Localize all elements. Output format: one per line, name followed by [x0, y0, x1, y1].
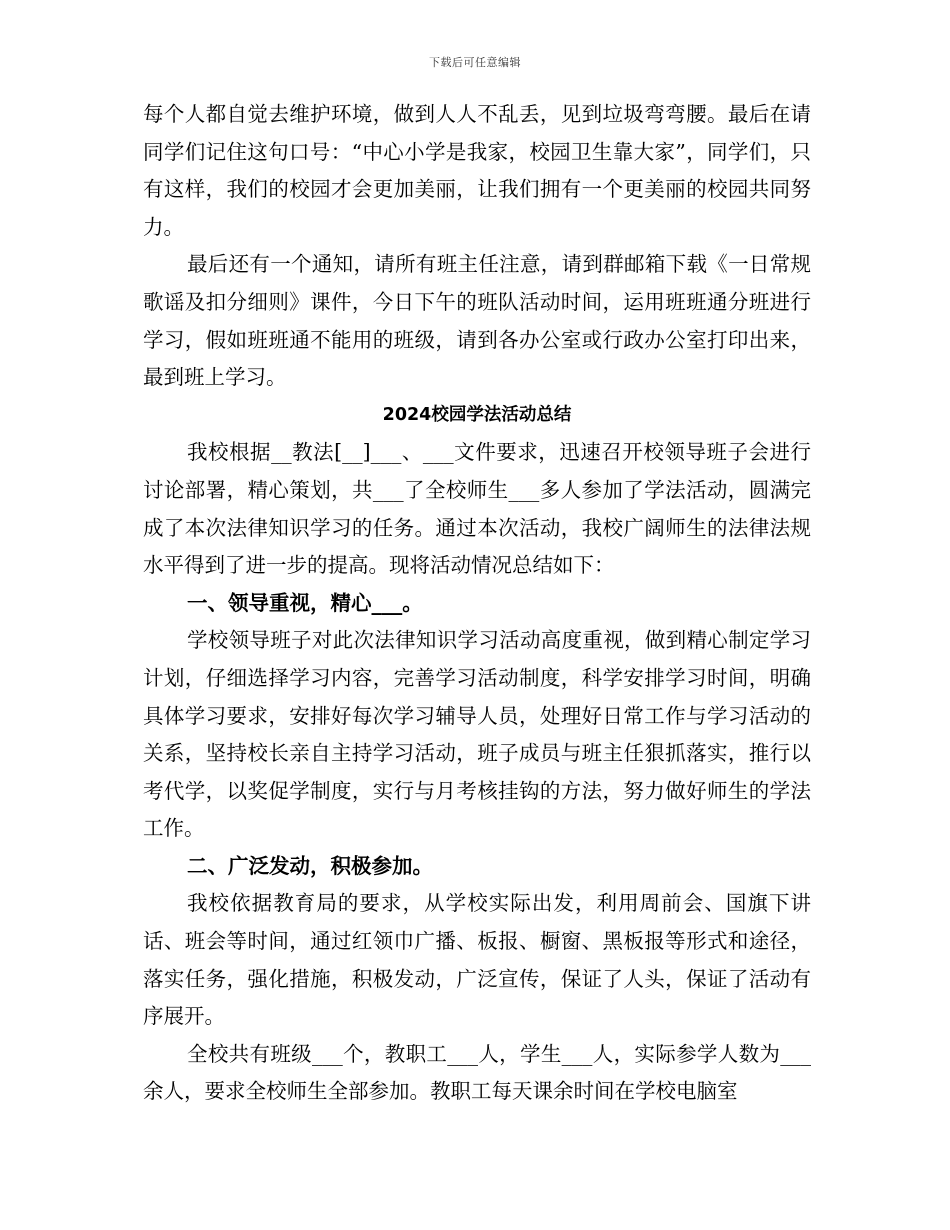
paragraph-3: 我校依据教育局的要求，从学校实际出发，利用周前会、国旗下讲话、班会等时间，通过红领巾广播、板报、橱窗、黑板报等形式和途径，落实任务，强化措施，积极发动，广泛宣传，保证了人头，保证了活动有序展开。	[143, 891, 811, 1029]
paragraph-2: 学校领导班子对此次法律知识学习活动高度重视，做到精心制定学习计划，仔细选择学习内容，完善学习活动制度，科学安排学习时间，明确具体学习要求，安排好每次学习辅导人员，处理好日常工作与学习活动的关系，坚持校长亲自主持学习活动，班子成员与班主任狠抓落实，推行以考代学，以奖促学制度，实行与月考核挂钩的方法，努力做好师生的学法工作。	[143, 628, 811, 841]
section-heading-2: 二、广泛发动，积极参加。	[187, 853, 433, 878]
page-header: 下载后可任意编辑	[429, 56, 521, 69]
notice-paragraph: 最后还有一个通知，请所有班主任注意，请到群邮箱下载《一日常规歌谣及扣分细则》课件，今日下午的班队活动时间，运用班班通分班进行学习，假如班班通不能用的班级，请到各办公室或行政办公室打印出来，最到班上学习。	[143, 252, 811, 390]
paragraph-4: 全校共有班级___个，教职工___人，学生___人，实际参学人数为___余人，要求全校师生全部参加。教职工每天课余时间在学校电脑室	[143, 1041, 811, 1104]
intro-paragraph: 每个人都自觉去维护环境，做到人人不乱丢，见到垃圾弯弯腰。最后在请同学们记住这句口号：“中心小学是我家，校园卫生靠大家”，同学们，只有这样，我们的校园才会更加美丽，让我们拥有一个更美丽的校园共同努力。	[143, 102, 811, 239]
document-title: 2024校园学法活动总结	[382, 404, 572, 425]
document-body	[143, 96, 811, 1111]
section-heading-1: 一、领导重视，精心___。	[187, 590, 423, 615]
paragraph-1: 我校根据__教法[__]___、___文件要求，迅速召开校领导班子会进行讨论部署，精心策划，共___了全校师生___多人参加了学法活动，圆满完成了本次法律知识学习的任务。通过本次活动，我校广阔师生的法律法规水平得到了进一步的提高。现将活动情况总结如下：	[143, 440, 811, 578]
